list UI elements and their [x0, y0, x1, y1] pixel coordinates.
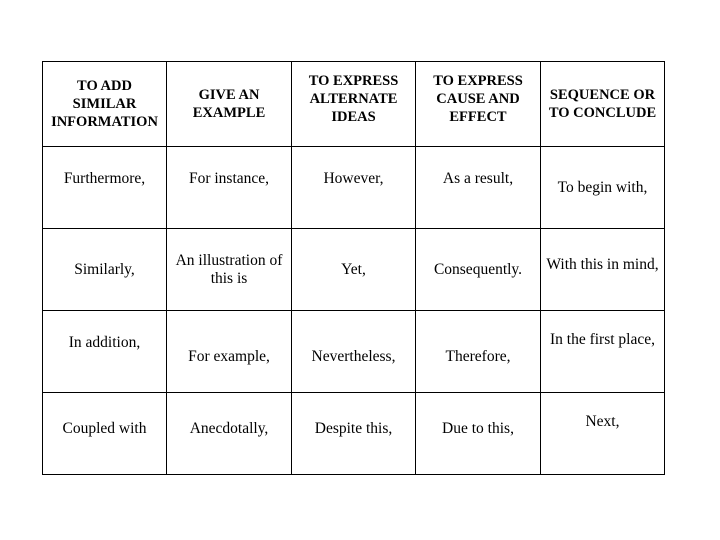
- table-cell: [541, 311, 665, 393]
- table-cell: [43, 147, 167, 229]
- table-cell: [292, 147, 416, 229]
- cell-text: Furthermore,: [63, 169, 146, 187]
- cell-text: For example,: [188, 347, 270, 365]
- cell-text: An illustration of this is: [175, 251, 283, 287]
- cell-text: In addition,: [68, 333, 141, 351]
- cell-text: However,: [323, 169, 384, 187]
- cell-text: For instance,: [188, 169, 270, 187]
- header-text: TO EXPRESS ALTERNATE IDEAS: [308, 72, 399, 126]
- header-cell: [43, 62, 167, 147]
- header-text: TO ADD SIMILAR INFORMATION: [51, 77, 158, 131]
- cell-text: To begin with,: [557, 178, 648, 196]
- cell-text: In the first place,: [549, 330, 655, 348]
- cell-text: Yet,: [341, 260, 366, 278]
- header-text: SEQUENCE OR TO CONCLUDE: [548, 86, 657, 121]
- header-text: GIVE AN EXAMPLE: [192, 86, 266, 121]
- cell-text: Next,: [585, 412, 620, 430]
- table-cell: [416, 393, 541, 475]
- table-cell: [416, 147, 541, 229]
- table-row: [43, 147, 665, 229]
- table-cell: [416, 311, 541, 393]
- table-cell: [416, 229, 541, 311]
- cell-text: Due to this,: [442, 419, 514, 437]
- cell-text: Consequently.: [433, 260, 523, 278]
- header-cell: [167, 62, 292, 147]
- header-cell: [541, 62, 665, 147]
- table-cell: [43, 393, 167, 475]
- header-cell: [292, 62, 416, 147]
- table-row: [43, 311, 665, 393]
- table-cell: [167, 147, 292, 229]
- table-cell: [292, 311, 416, 393]
- table-row: [43, 229, 665, 311]
- table-cell: [43, 311, 167, 393]
- cell-text: Similarly,: [74, 260, 135, 278]
- cell-text: Nevertheless,: [311, 347, 396, 365]
- cell-text: Anecdotally,: [189, 419, 269, 437]
- cell-text: Despite this,: [314, 419, 393, 437]
- cell-text: As a result,: [442, 169, 514, 187]
- cell-text: Therefore,: [445, 347, 511, 365]
- table-cell: [541, 229, 665, 311]
- table-cell: [167, 311, 292, 393]
- table-cell: [43, 229, 167, 311]
- table-cell: [292, 229, 416, 311]
- table-cell: [167, 393, 292, 475]
- header-cell: [416, 62, 541, 147]
- table-cell: [541, 147, 665, 229]
- header-row: [43, 62, 665, 147]
- cell-text: With this in mind,: [546, 255, 659, 273]
- table-cell: [541, 393, 665, 475]
- table-cell: [292, 393, 416, 475]
- table-row: [43, 393, 665, 475]
- table-cell: [167, 229, 292, 311]
- header-text: TO EXPRESS CAUSE AND EFFECT: [433, 72, 523, 126]
- transition-words-table: [42, 61, 665, 475]
- cell-text: Coupled with: [62, 419, 147, 437]
